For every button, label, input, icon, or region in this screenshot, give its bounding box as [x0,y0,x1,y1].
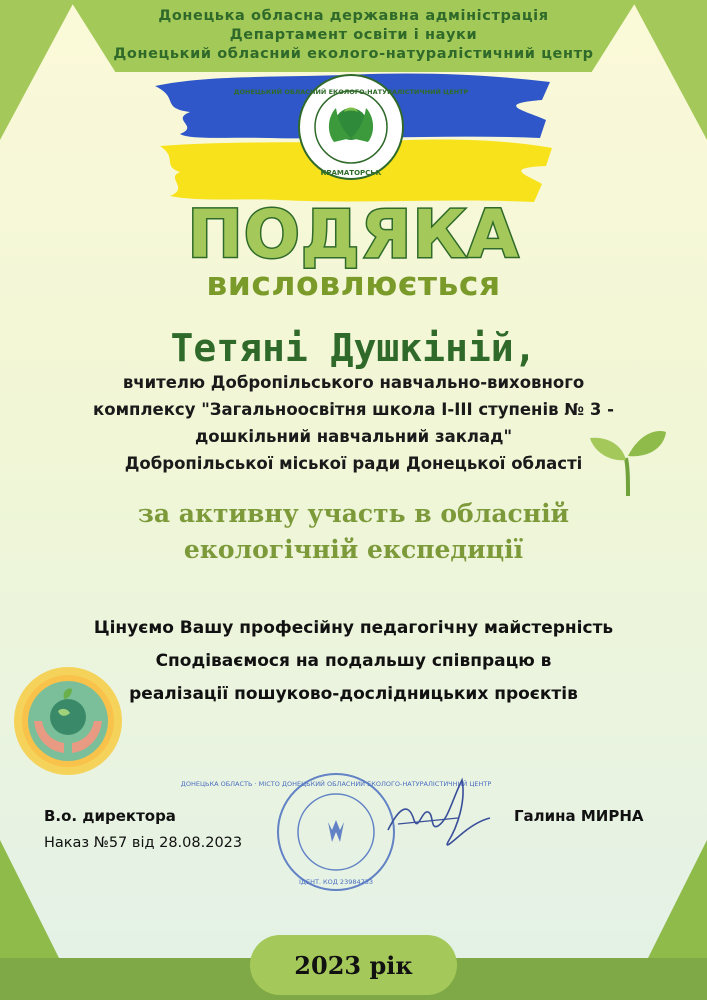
center-logo-emblem [233,72,469,190]
thanks-line-3: реалізації пошуково-дослідницьких проєктів [129,684,578,704]
hands-earth-badge-icon [12,665,124,777]
certificate-subtitle: висловлюється [206,264,501,303]
signer-name: Галина МИРНА [514,807,644,825]
position-line-1: вчителю Добропільського навчально-виховного [122,373,585,392]
stamp-ident-code: ІДЕНТ. КОД 23984733 [298,878,374,886]
signer-role: В.о. директора [44,807,176,825]
recipient-name: Тетяні Душкіній, [170,326,537,370]
logo-ring-text: ДОНЕЦЬКИЙ ОБЛАСНИЙ ЕКОЛОГО-НАТУРАЛІСТИЧНИЙ ЦЕНТР [233,88,469,96]
position-line-3: дошкільний навчальний заклад" [194,427,513,446]
year-label: 2023 рік [294,950,413,980]
thanks-line-1: Цінуємо Вашу професійну педагогічну майстерність [93,618,614,638]
order-reference: Наказ №57 від 28.08.2023 [44,835,243,851]
thanks-line-2: Сподіваємося на подальшу співпрацю в [155,651,552,671]
logo-city: КРАМАТОРСЬК [320,169,382,177]
stamp-ring-text: ДОНЕЦЬКА ОБЛАСТЬ · МІСТО ДОНЕЦЬКИЙ ОБЛАСНИЙ ЕКОЛОГО-НАТУРАЛІСТИЧНИЙ ЦЕНТР [180,780,492,788]
reason-line-1: за активну участь в обласній [137,499,570,528]
position-line-2: комплексу "Загальноосвітня школа І-ІІІ ступенів № 3 - [93,400,614,419]
handwritten-signature [378,770,498,860]
reason-line-2: екологічній експедиції [183,535,524,564]
position-line-4: Добропільської міської ради Донецької області [124,454,583,473]
trident-icon [328,820,344,842]
header-line-3: Донецький обласний еколого-натуралістичний центр [113,46,594,62]
header-line-2: Департамент освіти і науки [229,27,478,43]
year-pill [250,935,457,995]
header-line-1: Донецька обласна державна адміністрація [158,8,549,24]
sprout-icon [588,418,668,498]
certificate-title: ПОДЯКА [187,196,520,273]
